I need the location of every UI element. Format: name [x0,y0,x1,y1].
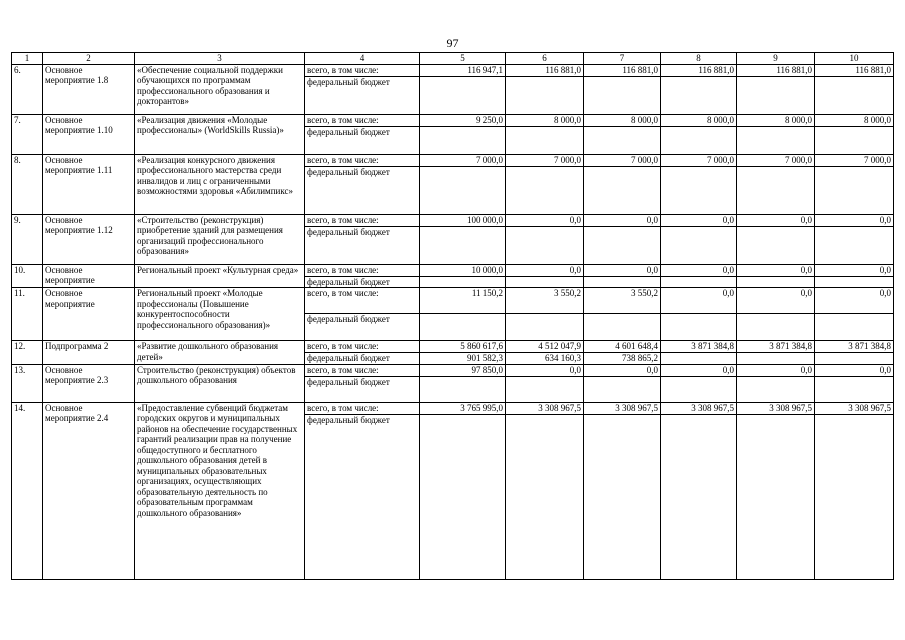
source-total-label: всего, в том числе: [305,264,420,276]
table-body [12,53,894,580]
source-total-label: всего, в том числе: [305,341,420,353]
total-value: 116 947,1 [420,64,506,76]
total-value: 3 871 384,8 [737,341,815,353]
federal-value [661,414,737,579]
row-number: 12. [12,341,43,365]
federal-value [420,76,506,114]
total-value: 0,0 [815,288,894,314]
federal-value [420,314,506,341]
source-total-label: всего, в том числе: [305,288,420,314]
total-value: 5 860 617,6 [420,341,506,353]
total-value: 0,0 [737,264,815,276]
header-row [12,53,894,65]
total-value: 116 881,0 [815,64,894,76]
row-name: Региональный проект «Молодые профессионалы (Повышение конкурентоспособности профессионального образования)» [135,288,305,341]
federal-value [737,376,815,402]
row-type: Основное мероприятие [43,264,135,288]
total-value: 3 871 384,8 [661,341,737,353]
header-cell: 1 [12,53,43,65]
federal-value [584,314,661,341]
row-type: Основное мероприятие 1.8 [43,64,135,114]
federal-value [506,276,584,288]
total-value: 7 000,0 [815,154,894,166]
federal-value [737,166,815,214]
federal-value [584,126,661,154]
row-type: Основное мероприятие 1.10 [43,114,135,154]
federal-value [737,314,815,341]
federal-value [420,414,506,579]
total-value: 10 000,0 [420,264,506,276]
total-value: 116 881,0 [584,64,661,76]
source-total-label: всего, в том числе: [305,402,420,414]
federal-value [661,276,737,288]
total-value: 8 000,0 [584,114,661,126]
source-total-label: всего, в том числе: [305,154,420,166]
total-value: 0,0 [737,214,815,226]
table-row [12,341,894,353]
federal-value [584,166,661,214]
row-type: Основное мероприятие 1.11 [43,154,135,214]
row-number: 8. [12,154,43,214]
federal-value [815,353,894,365]
total-value: 116 881,0 [737,64,815,76]
header-cell: 10 [815,53,894,65]
federal-value [420,226,506,264]
federal-value [737,353,815,365]
table-row [12,402,894,414]
row-number: 13. [12,364,43,402]
federal-value [584,76,661,114]
source-federal-label: федеральный бюджет [305,353,420,365]
total-value: 7 000,0 [661,154,737,166]
row-number: 10. [12,264,43,288]
total-value: 8 000,0 [815,114,894,126]
total-value: 7 000,0 [506,154,584,166]
federal-value [737,126,815,154]
header-cell: 2 [43,53,135,65]
federal-value [737,226,815,264]
row-name: Региональный проект «Культурная среда» [135,264,305,288]
total-value: 0,0 [584,264,661,276]
federal-value [815,314,894,341]
federal-value [661,314,737,341]
federal-value: 901 582,3 [420,353,506,365]
federal-value [815,166,894,214]
table-row [12,264,894,276]
table-row [12,288,894,314]
total-value: 0,0 [661,214,737,226]
row-number: 11. [12,288,43,341]
total-value: 3 308 967,5 [815,402,894,414]
row-name: «Строительство (реконструкция) приобретение зданий для размещения организаций профессионального образования» [135,214,305,264]
header-cell: 9 [737,53,815,65]
total-value: 0,0 [584,214,661,226]
source-federal-label: федеральный бюджет [305,314,420,341]
federal-value [661,166,737,214]
total-value: 0,0 [506,214,584,226]
row-type: Основное мероприятие 2.4 [43,402,135,579]
header-cell: 8 [661,53,737,65]
total-value: 3 308 967,5 [737,402,815,414]
federal-value [661,353,737,365]
page-number: 97 [446,36,459,50]
total-value: 3 308 967,5 [584,402,661,414]
federal-value [506,126,584,154]
federal-value [737,76,815,114]
source-federal-label: федеральный бюджет [305,126,420,154]
federal-value [584,414,661,579]
federal-value [737,414,815,579]
table-row [12,364,894,376]
federal-value [506,376,584,402]
federal-value [506,226,584,264]
total-value: 97 850,0 [420,364,506,376]
total-value: 3 308 967,5 [661,402,737,414]
total-value: 0,0 [661,364,737,376]
source-total-label: всего, в том числе: [305,64,420,76]
row-type: Основное мероприятие 2.3 [43,364,135,402]
total-value: 4 601 648,4 [584,341,661,353]
federal-value [420,376,506,402]
federal-value [506,314,584,341]
federal-value [815,376,894,402]
federal-value [815,126,894,154]
row-name: «Реализация конкурсного движения профессионального мастерства среди инвалидов и лиц с ограниченными возможностями здоровья «Абилимпикс» [135,154,305,214]
federal-value [584,226,661,264]
table-row [12,114,894,126]
row-number: 6. [12,64,43,114]
federal-value [661,126,737,154]
total-value: 100 000,0 [420,214,506,226]
source-total-label: всего, в том числе: [305,214,420,226]
source-federal-label: федеральный бюджет [305,414,420,579]
table-row [12,64,894,76]
total-value: 9 250,0 [420,114,506,126]
row-type: Основное мероприятие 1.12 [43,214,135,264]
row-number: 7. [12,114,43,154]
federal-value [737,276,815,288]
total-value: 116 881,0 [506,64,584,76]
federal-value [584,376,661,402]
total-value: 0,0 [506,264,584,276]
total-value: 8 000,0 [506,114,584,126]
row-name: Строительство (реконструкция) объектов дошкольного образования [135,364,305,402]
row-type: Основное мероприятие [43,288,135,341]
row-number: 14. [12,402,43,579]
total-value: 3 308 967,5 [506,402,584,414]
source-federal-label: федеральный бюджет [305,76,420,114]
table-row [12,154,894,166]
source-federal-label: федеральный бюджет [305,166,420,214]
federal-value [815,76,894,114]
total-value: 11 150,2 [420,288,506,314]
federal-value [815,226,894,264]
total-value: 0,0 [737,364,815,376]
federal-value [506,166,584,214]
federal-value [506,414,584,579]
total-value: 0,0 [815,264,894,276]
header-cell: 5 [420,53,506,65]
federal-value [815,276,894,288]
source-total-label: всего, в том числе: [305,114,420,126]
federal-value [661,226,737,264]
total-value: 3 550,2 [506,288,584,314]
total-value: 8 000,0 [661,114,737,126]
total-value: 3 871 384,8 [815,341,894,353]
source-federal-label: федеральный бюджет [305,276,420,288]
total-value: 8 000,0 [737,114,815,126]
row-name: «Обеспечение социальной поддержки обучающихся по программам профессионального образования и докторантов» [135,64,305,114]
total-value: 3 765 995,0 [420,402,506,414]
budget-table [11,52,894,580]
total-value: 0,0 [661,264,737,276]
federal-value [661,376,737,402]
total-value: 4 512 047,9 [506,341,584,353]
total-value: 3 550,2 [584,288,661,314]
federal-value [661,76,737,114]
total-value: 0,0 [815,214,894,226]
row-type: Подпрограмма 2 [43,341,135,365]
total-value: 7 000,0 [420,154,506,166]
federal-value: 634 160,3 [506,353,584,365]
total-value: 7 000,0 [737,154,815,166]
federal-value [420,126,506,154]
federal-value [420,166,506,214]
federal-value [584,276,661,288]
source-federal-label: федеральный бюджет [305,226,420,264]
federal-value [506,76,584,114]
total-value: 116 881,0 [661,64,737,76]
row-name: «Реализация движения «Молодые профессионалы» (WorldSkills Russia)» [135,114,305,154]
federal-value [420,276,506,288]
source-total-label: всего, в том числе: [305,364,420,376]
header-cell: 3 [135,53,305,65]
header-cell: 4 [305,53,420,65]
federal-value: 738 865,2 [584,353,661,365]
total-value: 0,0 [661,288,737,314]
header-cell: 6 [506,53,584,65]
header-cell: 7 [584,53,661,65]
row-name: «Предоставление субвенций бюджетам городских округов и муниципальных районов на обеспечение государственных гарантий реализации прав на получение общедоступного и бесплатного дошкольного образования детей в муниципальных образовательных организациях, осуществляющих образовательную деятельность по образовательным программам дошкольного образования» [135,402,305,579]
source-federal-label: федеральный бюджет [305,376,420,402]
federal-value [815,414,894,579]
total-value: 0,0 [584,364,661,376]
total-value: 0,0 [506,364,584,376]
total-value: 7 000,0 [584,154,661,166]
total-value: 0,0 [737,288,815,314]
total-value: 0,0 [815,364,894,376]
row-name: «Развитие дошкольного образования детей» [135,341,305,365]
table-row [12,214,894,226]
row-number: 9. [12,214,43,264]
